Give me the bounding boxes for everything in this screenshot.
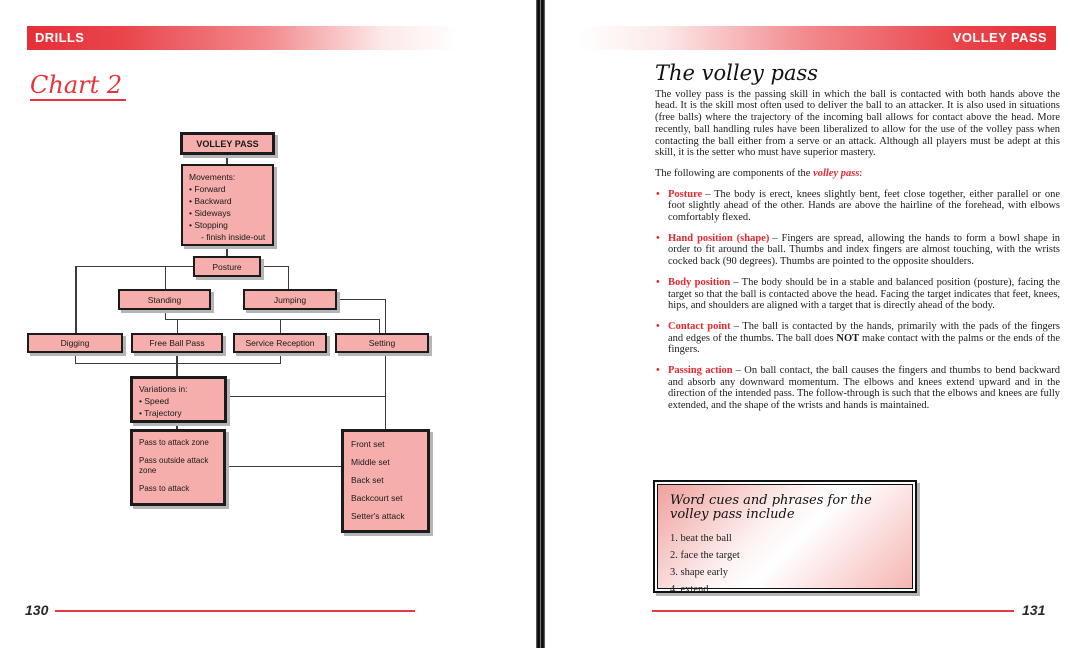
flowchart-box-jumping: Jumping (243, 289, 337, 310)
right-footer-rule (652, 610, 1014, 612)
component-bullet-body-position (655, 277, 1060, 312)
connector (176, 422, 178, 429)
set-item: Middle set (351, 457, 390, 467)
connector (75, 266, 193, 267)
word-cue-item: 2. face the target (670, 550, 740, 561)
connector (337, 299, 385, 300)
pass-item: Pass outside attack zone (139, 456, 209, 475)
movements-item: • Forward (189, 184, 226, 194)
word-cues-box (653, 480, 917, 593)
components-line (655, 168, 1060, 180)
components-keyword: volley pass (813, 167, 860, 179)
bullet-lead: Hand position (shape) (668, 232, 770, 244)
flowchart-box-posture: Posture (193, 256, 261, 277)
section-title: The volley pass (655, 61, 819, 85)
connector (261, 266, 288, 267)
set-item: Back set (351, 475, 384, 485)
bullet-bold-word: NOT (836, 332, 860, 344)
bullet-body: – The ball is contacted by the hands, primarily with the pads of the fingers and edges of the thumbs. The ball does (668, 320, 1061, 344)
bullet-body: – The body is erect, knees slightly bent, feet close together, either parallel or one foot slightly ahead of the other. Hands are above the hairline of the forehead, with elbows comfortably flexed. (668, 188, 1060, 224)
component-bullet-passing-action (655, 365, 1060, 412)
connector (288, 266, 289, 289)
word-cue-item: 3. shape early (670, 567, 729, 578)
movements-item: • Sideways (189, 208, 231, 218)
bullet-body: – The body should be in a stable and balanced position (posture), facing the target so that the ball is contacted above the head. Facing the target indicates that feet, knees, hips, and shoulders are aligned with a target that is directly ahead of the body. (668, 276, 1060, 312)
left-header-bar (27, 26, 460, 50)
flowchart-box-variations (130, 376, 227, 423)
pass-item: Pass to attack (139, 484, 190, 493)
flowchart-box-pass-types (130, 429, 226, 506)
connector (280, 319, 281, 333)
chart-title: Chart 2 (30, 72, 126, 101)
word-cue-item: 4. extend (670, 584, 709, 595)
connector (176, 352, 178, 376)
word-cues-inner (657, 484, 913, 595)
movements-item: • Backward (189, 196, 232, 206)
connector (227, 396, 385, 397)
connector (226, 154, 228, 164)
connector (226, 245, 228, 256)
variations-item: • Trajectory (139, 408, 182, 418)
connector (379, 319, 380, 333)
flowchart-box-digging: Digging (27, 333, 123, 353)
bullet-lead: Contact point (668, 320, 731, 332)
intro-paragraph: The volley pass is the passing skill in which the ball is contacted with both hands above the head. It is the skill most often used to deliver the ball to an attacker. It is also used in situations (free balls) where the trajectory of the incoming ball allows for contact above the head. More recently, ball handling rules have been liberalized to allow for the use of the volley pass when contacting the ball either from a serve or an attack. Although all players must be adept at this skill, it is the setter who must have superior mastery. (655, 88, 1060, 159)
bullet-body-cont: make contact with the palms or the ends of the fingers. (668, 332, 1060, 356)
flowchart-box-volley-pass: VOLLEY PASS (180, 132, 275, 155)
component-bullet-contact-point (655, 321, 1060, 356)
flowchart-box-standing: Standing (118, 289, 211, 310)
movements-item: • Stopping (189, 220, 228, 230)
flowchart-box-movements (181, 164, 274, 246)
set-item: Front set (351, 439, 385, 449)
flowchart-box-free-ball-pass: Free Ball Pass (131, 333, 223, 353)
word-cue-item: 1. beat the ball (670, 533, 732, 544)
left-footer-rule (55, 610, 415, 612)
variations-title: Variations in: (139, 384, 188, 394)
components-pre: The following are components of the (655, 167, 814, 179)
left-page-number: 130 (25, 602, 49, 618)
set-item: Backcourt set (351, 493, 403, 503)
movements-title: Movements: (189, 172, 236, 182)
bullet-body: – On ball contact, the ball causes the fingers and thumbs to bend backward and absorb any downward momentum. The elbows and knees extend upward and in the direction of the intended pass. The follow-through is such that the elbows and knees are fully extended, and the shape of the wrists and hands is maintained. (668, 365, 1060, 412)
connector (75, 363, 281, 364)
flowchart-box-set-types (341, 429, 430, 533)
component-bullet-hand-position (655, 233, 1060, 268)
pass-item: Pass to attack zone (139, 438, 209, 447)
book-spine (536, 0, 545, 648)
bullet-body: – Fingers are spread, allowing the hands to form a bowl shape in order to fit around the ball. Thumbs and index fingers are almost touching, with the wrists cocked back (90 degrees). Thumbs are pointed to the opposite shoulders. (668, 232, 1060, 268)
set-item: Setter's attack (351, 511, 405, 521)
bullet-lead: Body position (668, 276, 731, 288)
flowchart-box-setting: Setting (335, 333, 429, 353)
flowchart-box-service-reception: Service Reception (233, 333, 327, 353)
connector (75, 266, 77, 333)
right-page-text-column (655, 61, 1061, 421)
variations-item: • Speed (139, 396, 169, 406)
left-header-label: DRILLS (35, 30, 85, 45)
connector (177, 319, 178, 333)
right-page-number: 131 (1022, 602, 1046, 618)
connector (226, 466, 341, 467)
bullet-lead: Posture (668, 188, 703, 200)
components-post: : (859, 167, 863, 179)
connector (385, 352, 386, 429)
bullet-lead: Passing action (668, 365, 733, 377)
right-header-bar (578, 26, 1056, 50)
component-bullet-posture (655, 189, 1060, 224)
right-header-label: VOLLEY PASS (952, 30, 1047, 45)
word-cues-title: Word cues and phrases for the volley pass include (670, 493, 872, 522)
connector (165, 319, 380, 320)
connector (165, 266, 166, 289)
connector (385, 299, 386, 333)
movements-subitem: - finish inside-out (201, 232, 266, 242)
